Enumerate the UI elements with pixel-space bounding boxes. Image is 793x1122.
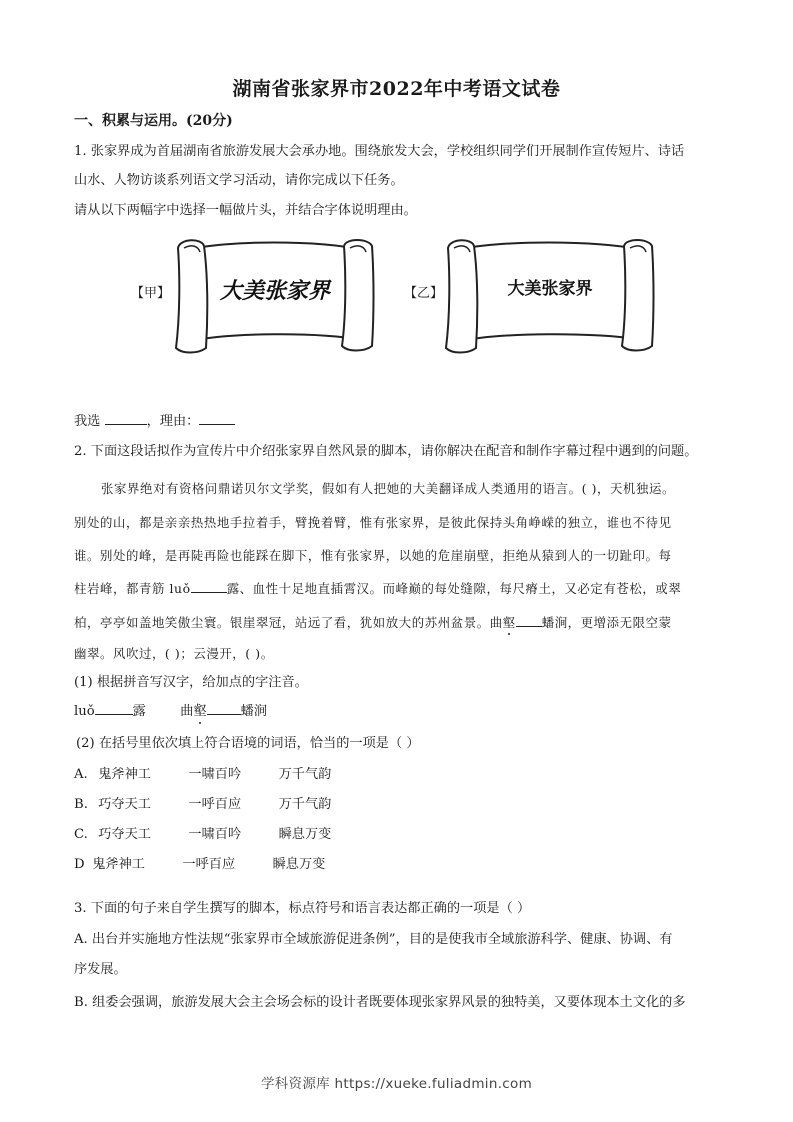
q2-passage-line-3: 谁。别处的峰，是再陡再险也能踩在脚下，惟有张家界，以她的危崖崩壁，拒绝从猿到人的一切趾印。每 [74, 548, 672, 563]
q2-intro: 2. 下面这段话拟作为宣传片中介绍张家界自然风景的脚本，请你解决在配音和制作字幕过程中遇到的问题。 [74, 444, 698, 459]
passage-5b: 蟠涧，更增添无限空蒙 [541, 615, 672, 630]
option-c-word-3: 瞬息万变 [278, 827, 332, 842]
choose-prefix: 我选 [74, 414, 101, 429]
q3-option-b-line-1: B. 组委会强调，旅游发展大会主会场会标的设计者既要体现张家界风景的独特美，又要体现本土文化的多 [74, 995, 686, 1010]
option-c[interactable] [74, 826, 331, 844]
q3-option-a-line-1: A. 出台并实施地方性法规“张家界市全域旅游促进条例”，目的是使我市全域旅游科学、健康、协调、有 [74, 932, 673, 947]
option-d[interactable] [74, 856, 325, 874]
sub1-qu: 曲 [180, 704, 194, 719]
scroll-jia-image [168, 236, 380, 356]
sub1-dotted: 壑 [193, 704, 207, 719]
dotted-char: 壑 [502, 615, 516, 630]
q2-sub2: (2) 在括号里依次填上符合语境的词语，恰当的一项是（ ） [76, 736, 420, 751]
option-b-word-1: 巧夺天工 [98, 797, 151, 812]
sub1-luo: luǒ [74, 704, 95, 719]
option-a-word-1: 鬼斧神工 [98, 767, 151, 782]
q2-sub1: (1) 根据拼音写汉字，给加点的字注音。 [74, 675, 308, 690]
choice-blank[interactable] [105, 412, 147, 425]
scroll-yi-image [438, 236, 660, 356]
label-yi: 【乙】 [404, 286, 444, 301]
sub1-blank-1[interactable] [95, 702, 133, 715]
pinyin-blank[interactable] [516, 614, 542, 627]
option-d-word-1: 鬼斧神工 [92, 857, 145, 872]
option-a-word-3: 万千气韵 [278, 767, 332, 782]
sub1-blank-2[interactable] [207, 702, 241, 715]
q3-option-a-line-2: 序发展。 [74, 962, 127, 977]
q2-passage-line-6: 幽翠。风吹过，( )；云漫开，( )。 [74, 646, 274, 661]
footer-watermark[interactable]: 学科资源库 https://xueke.fuliadmin.com [260, 1076, 533, 1092]
q2-sub1-answers [74, 702, 267, 721]
reason-blank[interactable] [199, 412, 235, 425]
q2-passage-line-4 [74, 580, 681, 598]
q2-passage-line-5 [74, 614, 672, 632]
q2-passage-line-2: 别处的山，都是亲亲热热地手拉着手，臂挽着臂，惟有张家界，是彼此保持头角峥嵘的独立，谁也不待见 [74, 515, 672, 530]
reason-prefix: ，理由： [146, 414, 200, 429]
option-b-word-3: 万千气韵 [278, 797, 332, 812]
option-b[interactable] [74, 796, 331, 814]
sub1-lu: 露 [132, 704, 146, 719]
passage-4b: 露、血性十足地直插霄汉。而峰巅的每处缝隙，每尺瘠土，又必定有苍松，或翠 [226, 581, 682, 596]
q1-line-2: 山水、人物访谈系列语文学习活动，请你完成以下任务。 [74, 173, 404, 188]
option-a-label: A. [74, 767, 88, 782]
option-a-word-2: 一啸百吟 [188, 767, 242, 782]
q1-line-1: 1. 张家界成为首届湖南省旅游发展大会承办地。围绕旅发大会，学校组织同学们开展制作宣传短片、诗话 [74, 144, 685, 159]
scroll-yi-text: 大美张家界 [507, 279, 593, 299]
sub1-panjian: 蟠涧 [240, 704, 267, 719]
q2-passage-line-1: 张家界绝对有资格问鼎诺贝尔文学奖，假如有人把她的大美翻译成人类通用的语言。( )，天机独运。 [101, 481, 676, 496]
passage-5a: 柏，亭亭如盖地笑傲尘寰。银崖翠冠，站远了看，犹如放大的苏州盆景。曲 [74, 615, 503, 630]
q1-line-3: 请从以下两幅字中选择一幅做片头，并结合字体说明理由。 [74, 203, 417, 218]
option-d-word-2: 一呼百应 [182, 857, 236, 872]
q1-answer-line [74, 412, 235, 431]
option-c-word-2: 一啸百吟 [188, 827, 242, 842]
option-b-label: B. [74, 797, 88, 812]
q3-intro: 3. 下面的句子来自学生撰写的脚本，标点符号和语言表达都正确的一项是（ ） [74, 901, 531, 916]
option-b-word-2: 一呼百应 [188, 797, 242, 812]
option-c-label: C. [74, 827, 88, 842]
option-c-word-1: 巧夺天工 [98, 827, 151, 842]
passage-4a: 柱岩峰，都青筋 luǒ [74, 581, 191, 596]
label-jia: 【甲】 [131, 286, 171, 301]
luo-blank[interactable] [191, 580, 227, 593]
option-a[interactable] [74, 766, 331, 784]
exam-title: 湖南省张家界市2022年中考语文试卷 [232, 78, 561, 100]
scroll-jia-text: 大美张家界 [219, 278, 331, 304]
option-d-word-3: 瞬息万变 [272, 857, 326, 872]
section-heading: 一、积累与运用。(20分) [74, 113, 233, 129]
option-d-label: D [74, 857, 85, 872]
